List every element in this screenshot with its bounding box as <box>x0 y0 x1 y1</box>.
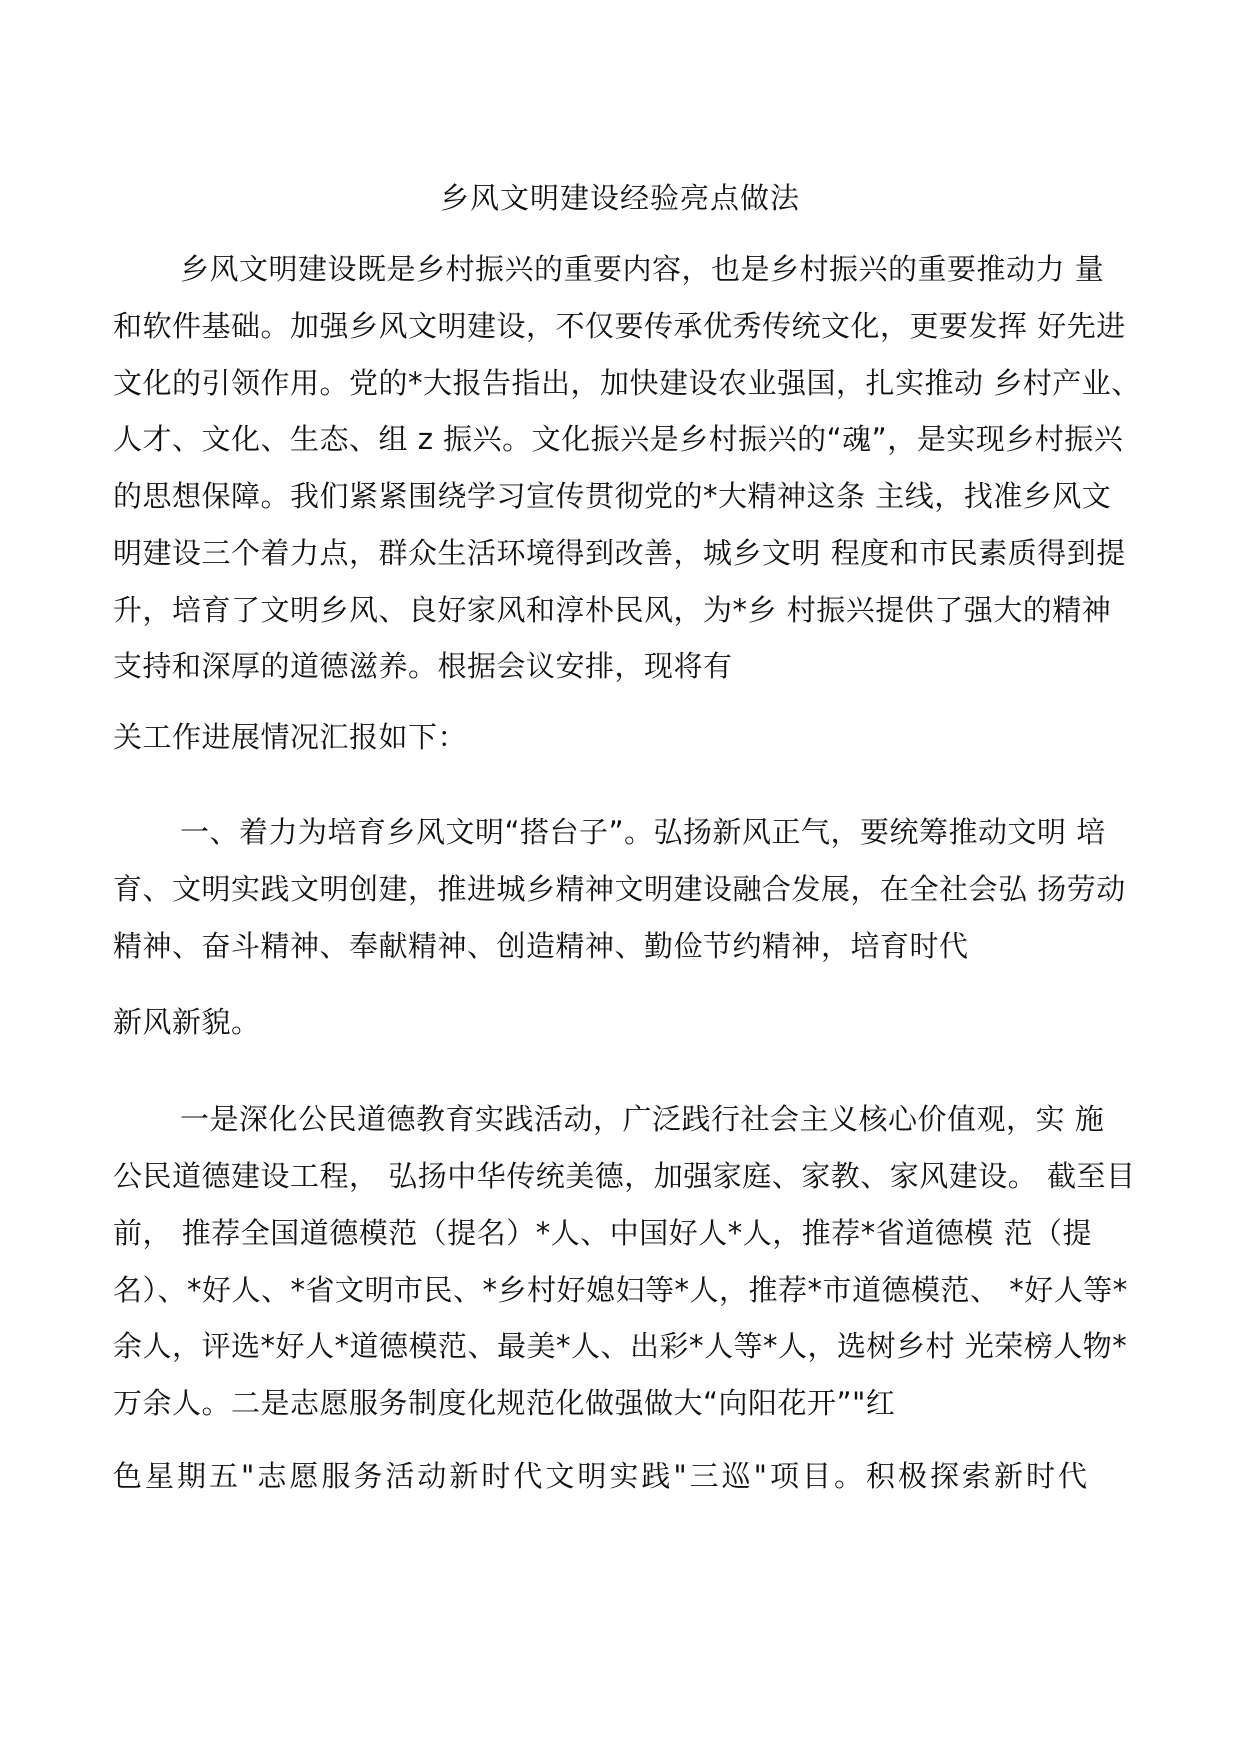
paragraph-line: 公民道德建设工程， 弘扬中华传统美德，加强家庭、家教、家风建设。 截至目 <box>113 1159 1136 1193</box>
paragraph-line: 支持和深厚的道德滋养。根据会议安排，现将有 <box>113 649 733 683</box>
paragraph-line: 人才、文化、生态、组 z 振兴。文化振兴是乡村振兴的“魂”，是实现乡村振兴 <box>113 422 1124 456</box>
paragraph-line: 和软件基础。加强乡风文明建设，不仅要传承优秀传统文化，更要发挥 好先进 <box>113 309 1126 343</box>
document-title: 乡风文明建设经验亮点做法 <box>439 181 800 215</box>
paragraph-line: 的思想保障。我们紧紧围绕学习宣传贯彻党的*大精神这条 主线，找准乡风文 <box>113 479 1112 513</box>
paragraph-line: 育、文明实践文明创建，推进城乡精神文明建设融合发展，在全社会弘 扬劳动 <box>113 872 1126 906</box>
paragraph-line: 一、着力为培育乡风文明“搭台子”。弘扬新风正气，要统筹推动文明 培 <box>180 815 1106 849</box>
paragraph-line: 万余人。二是志愿服务制度化规范化做强做大“向阳花开”"红 <box>113 1386 896 1420</box>
paragraph-line: 明建设三个着力点，群众生活环境得到改善，城乡文明 程度和市民素质得到提 <box>113 536 1126 570</box>
paragraph-line: 余人，评选*好人*道德模范、最美*人、出彩*人等*人，选树乡村 光荣榜人物* <box>113 1329 1128 1363</box>
paragraph-line: 色星期五"志愿服务活动新时代文明实践"三巡"项目。积极探索新时代 <box>113 1459 1091 1493</box>
paragraph-line: 乡风文明建设既是乡村振兴的重要内容，也是乡村振兴的重要推动力 量 <box>180 252 1105 286</box>
paragraph-line: 关工作进展情况汇报如下： <box>113 720 468 754</box>
paragraph-line: 一是深化公民道德教育实践活动，广泛践行社会主义核心价值观，实 施 <box>180 1102 1105 1136</box>
paragraph-line: 前， 推荐全国道德模范（提名）*人、中国好人*人，推荐*省道德模 范（提 <box>113 1216 1092 1250</box>
paragraph-line: 升，培育了文明乡风、良好家风和淳朴民风，为*乡 村振兴提供了强大的精神 <box>113 593 1112 627</box>
paragraph-line: 名）、*好人、*省文明市民、*乡村好媳妇等*人，推荐*市道德模范、 *好人等* <box>113 1273 1128 1307</box>
paragraph-line: 精神、奋斗精神、奉献精神、创造精神、勤俭节约精神，培育时代 <box>113 929 969 963</box>
paragraph-line: 新风新貌。 <box>113 1005 261 1039</box>
paragraph-line: 文化的引领作用。党的*大报告指出，加快建设农业强国，扎实推动 乡村产业、 <box>113 366 1141 400</box>
